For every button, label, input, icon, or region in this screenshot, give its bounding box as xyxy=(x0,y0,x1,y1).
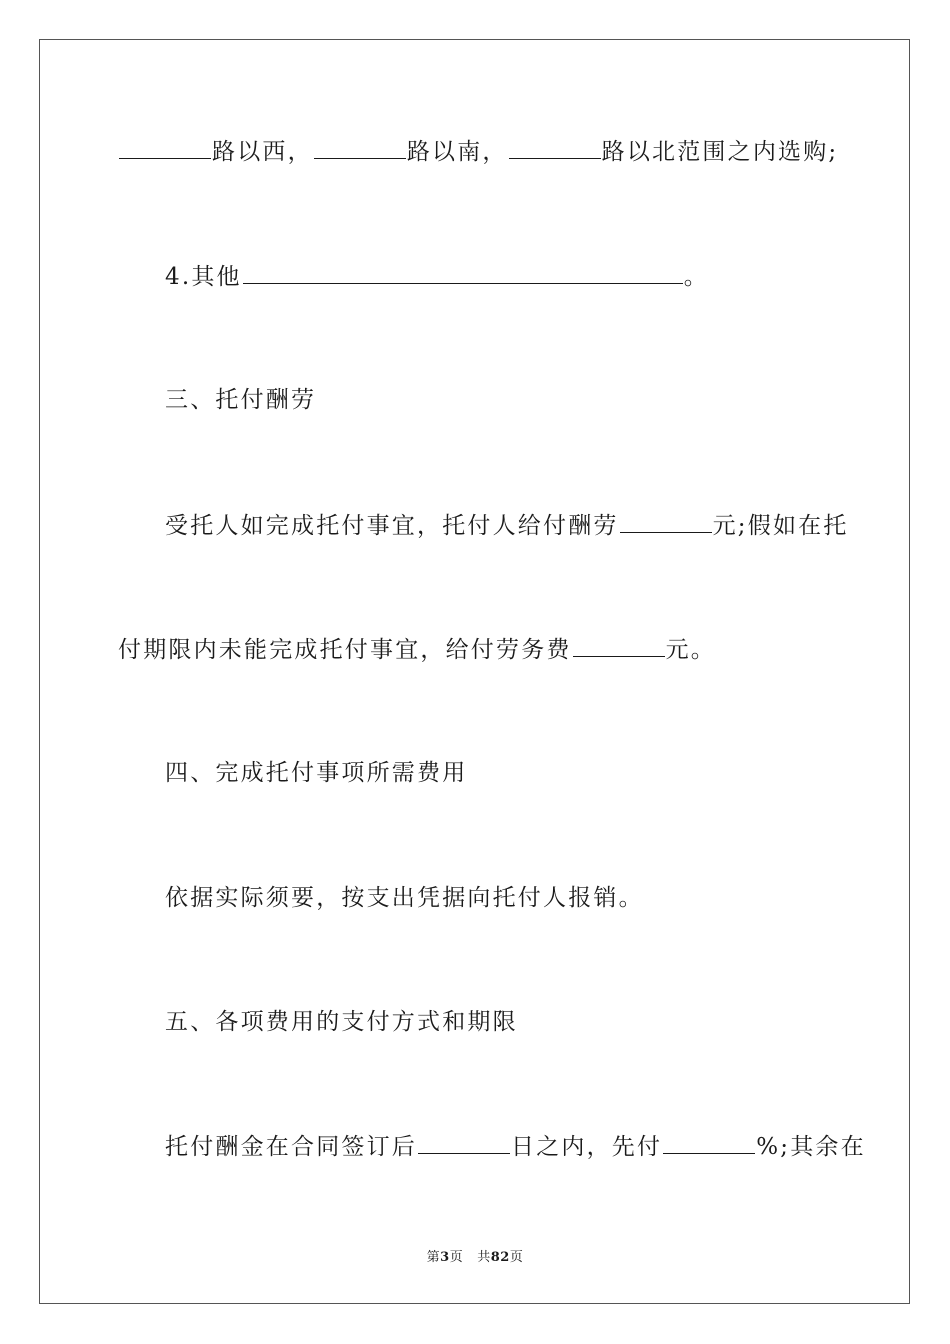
text-line-reimburse: 依据实际须要，按支出凭据向托付人报销。 xyxy=(165,885,644,911)
page-footer xyxy=(0,1246,950,1265)
text-fee-b-prefix: 付期限内未能完成托付事宜，给付劳务费 xyxy=(118,637,572,663)
blank-service-fee[interactable] xyxy=(573,634,665,657)
blank-road-south[interactable] xyxy=(314,136,406,159)
text-payment-middle: 日之内，先付 xyxy=(511,1134,663,1160)
footer-total-prefix: 共 xyxy=(477,1250,491,1265)
text-payment-prefix: 托付酬金在合同签订后 xyxy=(165,1134,417,1160)
text-fee-b-suffix: 元。 xyxy=(665,637,717,663)
text-line-fee-b xyxy=(118,634,716,665)
footer-page-label: 页 xyxy=(449,1250,464,1265)
blank-road-north[interactable] xyxy=(509,136,601,159)
footer-page-number: 3 xyxy=(440,1250,450,1265)
blank-reward-amount[interactable] xyxy=(620,510,712,533)
text-payment-suffix: %;其余在 xyxy=(756,1134,866,1160)
text-road-west: 路以西， xyxy=(212,139,313,165)
blank-other[interactable] xyxy=(243,261,683,284)
blank-percent[interactable] xyxy=(663,1131,755,1154)
text-other-end: 。 xyxy=(683,264,709,290)
section-heading-3: 三、托付酬劳 xyxy=(165,387,317,413)
text-road-south: 路以南， xyxy=(406,139,508,165)
text-line-fee-a xyxy=(165,510,849,541)
text-road-north: 路以北范围之内选购; xyxy=(601,139,839,165)
text-line-payment xyxy=(165,1131,866,1162)
footer-page-prefix: 第 xyxy=(426,1250,441,1265)
footer-total-label: 页 xyxy=(509,1250,524,1265)
page-frame xyxy=(39,39,910,1304)
text-other-label: 4.其他 xyxy=(165,264,242,290)
text-line-roads xyxy=(118,136,838,167)
blank-road-west[interactable] xyxy=(119,136,211,159)
section-heading-5: 五、各项费用的支付方式和期限 xyxy=(165,1009,518,1035)
footer-total-pages: 82 xyxy=(490,1250,510,1265)
text-fee-a-prefix: 受托人如完成托付事宜，托付人给付酬劳 xyxy=(165,513,619,539)
text-fee-a-suffix: 元;假如在托 xyxy=(712,513,849,539)
section-heading-4: 四、完成托付事项所需费用 xyxy=(165,760,468,786)
blank-days[interactable] xyxy=(418,1131,510,1154)
text-line-other xyxy=(165,261,709,292)
